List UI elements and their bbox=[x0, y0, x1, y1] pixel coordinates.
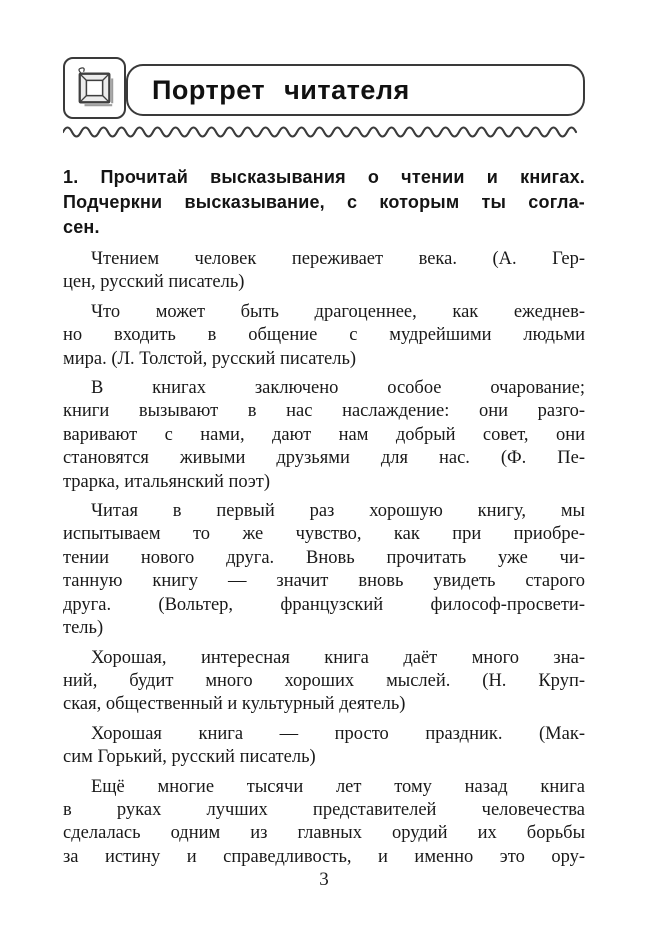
text-line: Ещё многие тысячи лет тому назад книга bbox=[91, 776, 585, 797]
text-line: тении нового друга. Вновь прочитать уже чи- bbox=[63, 547, 585, 568]
text-line: 1. Прочитай высказывания о чтении и книгах. bbox=[63, 167, 585, 187]
text-line: цен, русский писатель) bbox=[63, 272, 245, 293]
text-line: за истину и справедливость, и именно это ору- bbox=[63, 846, 585, 867]
quote-paragraph bbox=[63, 301, 585, 371]
quote-paragraph bbox=[63, 500, 585, 640]
text-line: Что может быть драгоценнее, как ежеднев- bbox=[91, 301, 585, 322]
chapter-title-box bbox=[126, 64, 585, 116]
quote-paragraph bbox=[63, 723, 585, 770]
quote-paragraph bbox=[63, 647, 585, 717]
text-line: становятся живыми друзьями для нас. (Ф. Пе- bbox=[63, 448, 585, 469]
quote-paragraph bbox=[63, 377, 585, 494]
text-line: танную книгу — значит вновь увидеть старого bbox=[63, 571, 585, 592]
text-line: Подчеркни высказывание, с которым ты согла- bbox=[63, 192, 585, 212]
quotes-list bbox=[63, 248, 585, 869]
quote-paragraph bbox=[63, 248, 585, 295]
text-line: В книгах заключено особое очарование; bbox=[91, 378, 585, 399]
text-line: сделалась одним из главных орудий их борьбы bbox=[63, 823, 585, 844]
page-number: 3 bbox=[319, 869, 329, 890]
chapter-title: Портрет читателя bbox=[152, 74, 410, 105]
text-line: книги вызывают в нас наслаждение: они разго- bbox=[63, 401, 585, 422]
text-line: в руках лучших представителей человечества bbox=[63, 799, 585, 820]
text-line: ская, общественный и культурный деятель) bbox=[63, 694, 406, 715]
text-line: Чтением человек переживает века. (А. Гер- bbox=[91, 249, 585, 269]
text-line: варивают с нами, дают нам добрый совет, они bbox=[63, 424, 585, 445]
text-line: друга. (Вольтер, французский философ-просвети- bbox=[63, 594, 585, 615]
text-line: мира. (Л. Толстой, русский писатель) bbox=[63, 348, 357, 369]
page-content bbox=[63, 0, 585, 926]
quote-paragraph bbox=[63, 776, 585, 870]
text-line: Хорошая, интересная книга даёт много зна- bbox=[91, 647, 585, 668]
text-line: сен. bbox=[63, 217, 100, 237]
wave-path bbox=[63, 128, 576, 137]
text-line: Читая в первый раз хорошую книгу, мы bbox=[91, 501, 585, 522]
text-line: ний, будит много хороших мыслей. (Н. Круп- bbox=[63, 670, 585, 691]
text-line: сим Горький, русский писатель) bbox=[63, 747, 316, 768]
chapter-header bbox=[63, 57, 585, 143]
exercise-instruction bbox=[63, 165, 585, 240]
wavy-divider bbox=[63, 121, 585, 143]
text-line: испытываем то же чувство, как при приобре- bbox=[63, 524, 585, 545]
text-line: но входить в общение с мудрейшими людьми bbox=[63, 325, 585, 346]
text-line: Хорошая книга — просто праздник. (Мак- bbox=[91, 723, 585, 744]
text-line: трарка, итальянский поэт) bbox=[63, 471, 271, 492]
text-line: тель) bbox=[63, 618, 104, 639]
picture-frame-icon bbox=[63, 57, 126, 119]
